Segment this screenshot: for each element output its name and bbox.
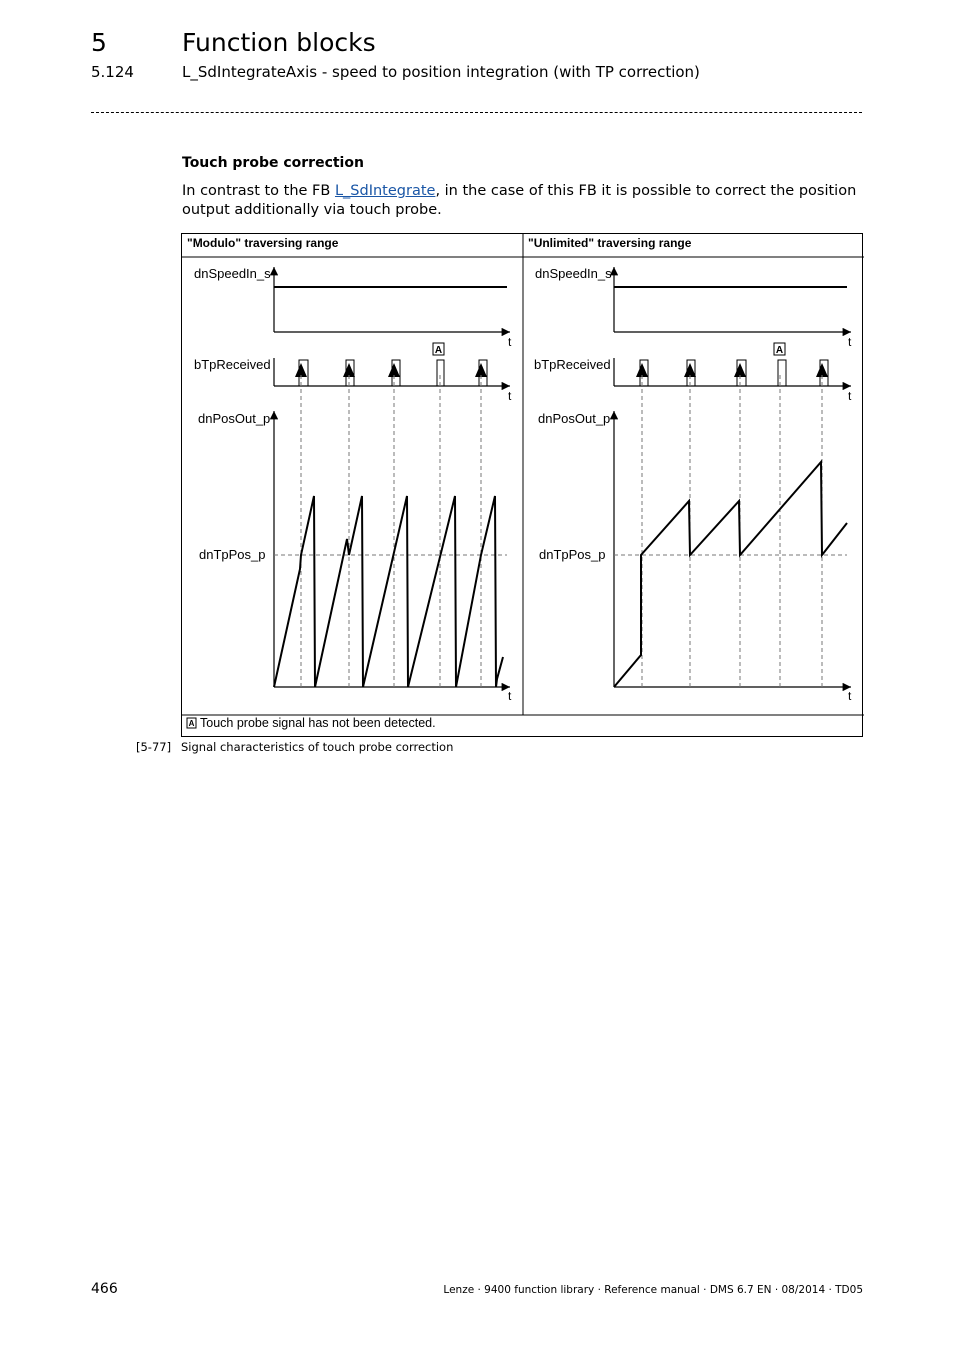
tp-arrow: [475, 363, 487, 377]
pos-signal: [614, 462, 847, 687]
page-number: 466: [91, 1281, 118, 1297]
intro-paragraph: [182, 182, 872, 220]
t-label: t: [848, 689, 852, 703]
figure-caption: Signal characteristics of touch probe correction: [181, 740, 454, 754]
t-label: t: [508, 335, 512, 349]
marker-label: A: [434, 345, 443, 356]
t-label: t: [508, 689, 512, 703]
label-tp: bTpReceived: [194, 357, 271, 372]
t-label: t: [848, 389, 852, 403]
figure-number: [5-77]: [136, 740, 172, 754]
label-speed: dnSpeedIn_s: [535, 266, 612, 281]
note-marker-label: A: [188, 719, 195, 728]
label-pos: dnPosOut_p: [538, 411, 611, 426]
unlimited-panel: [534, 266, 852, 703]
footer-doc-info: Lenze · 9400 function library · Reference manual · DMS 6.7 EN · 08/2014 · TD05: [443, 1284, 863, 1296]
tp-arrow: [734, 363, 746, 377]
modulo-panel: [194, 266, 512, 703]
chapter-number: 5: [91, 28, 107, 57]
tp-arrow: [295, 363, 307, 377]
section-number: 5.124: [91, 63, 134, 81]
signal-diagram: [182, 234, 864, 738]
label-pos: dnPosOut_p: [198, 411, 271, 426]
label-tp: bTpReceived: [534, 357, 611, 372]
tp-arrow: [388, 363, 400, 377]
tp-arrow: [684, 363, 696, 377]
chapter-title: Function blocks: [182, 28, 376, 57]
l-sdintegrate-link[interactable]: L_SdIntegrate: [334, 183, 436, 199]
note-text: Touch probe signal has not been detected.: [200, 716, 436, 730]
para-text-after: , in the case of this FB it is possible to correct the position output additionally via touch probe.: [182, 183, 857, 218]
subsection-heading: Touch probe correction: [182, 155, 364, 171]
label-tppos: dnTpPos_p: [199, 547, 266, 562]
col-right-title: "Unlimited" traversing range: [528, 236, 692, 250]
para-text-before: In contrast to the FB: [182, 183, 335, 199]
tp-arrow: [816, 363, 828, 377]
tp-pulses: [614, 360, 847, 386]
label-speed: dnSpeedIn_s: [194, 266, 271, 281]
tp-arrow: [343, 363, 355, 377]
label-tppos: dnTpPos_p: [539, 547, 606, 562]
t-label: t: [508, 389, 512, 403]
header-divider: [91, 112, 862, 113]
tp-arrow: [636, 363, 648, 377]
col-left-title: "Modulo" traversing range: [187, 236, 339, 250]
t-label: t: [848, 335, 852, 349]
section-title: L_SdIntegrateAxis - speed to position integration (with TP correction): [182, 63, 700, 81]
signal-figure: [181, 233, 863, 737]
pos-signal: [274, 496, 503, 687]
marker-label: A: [775, 345, 784, 356]
